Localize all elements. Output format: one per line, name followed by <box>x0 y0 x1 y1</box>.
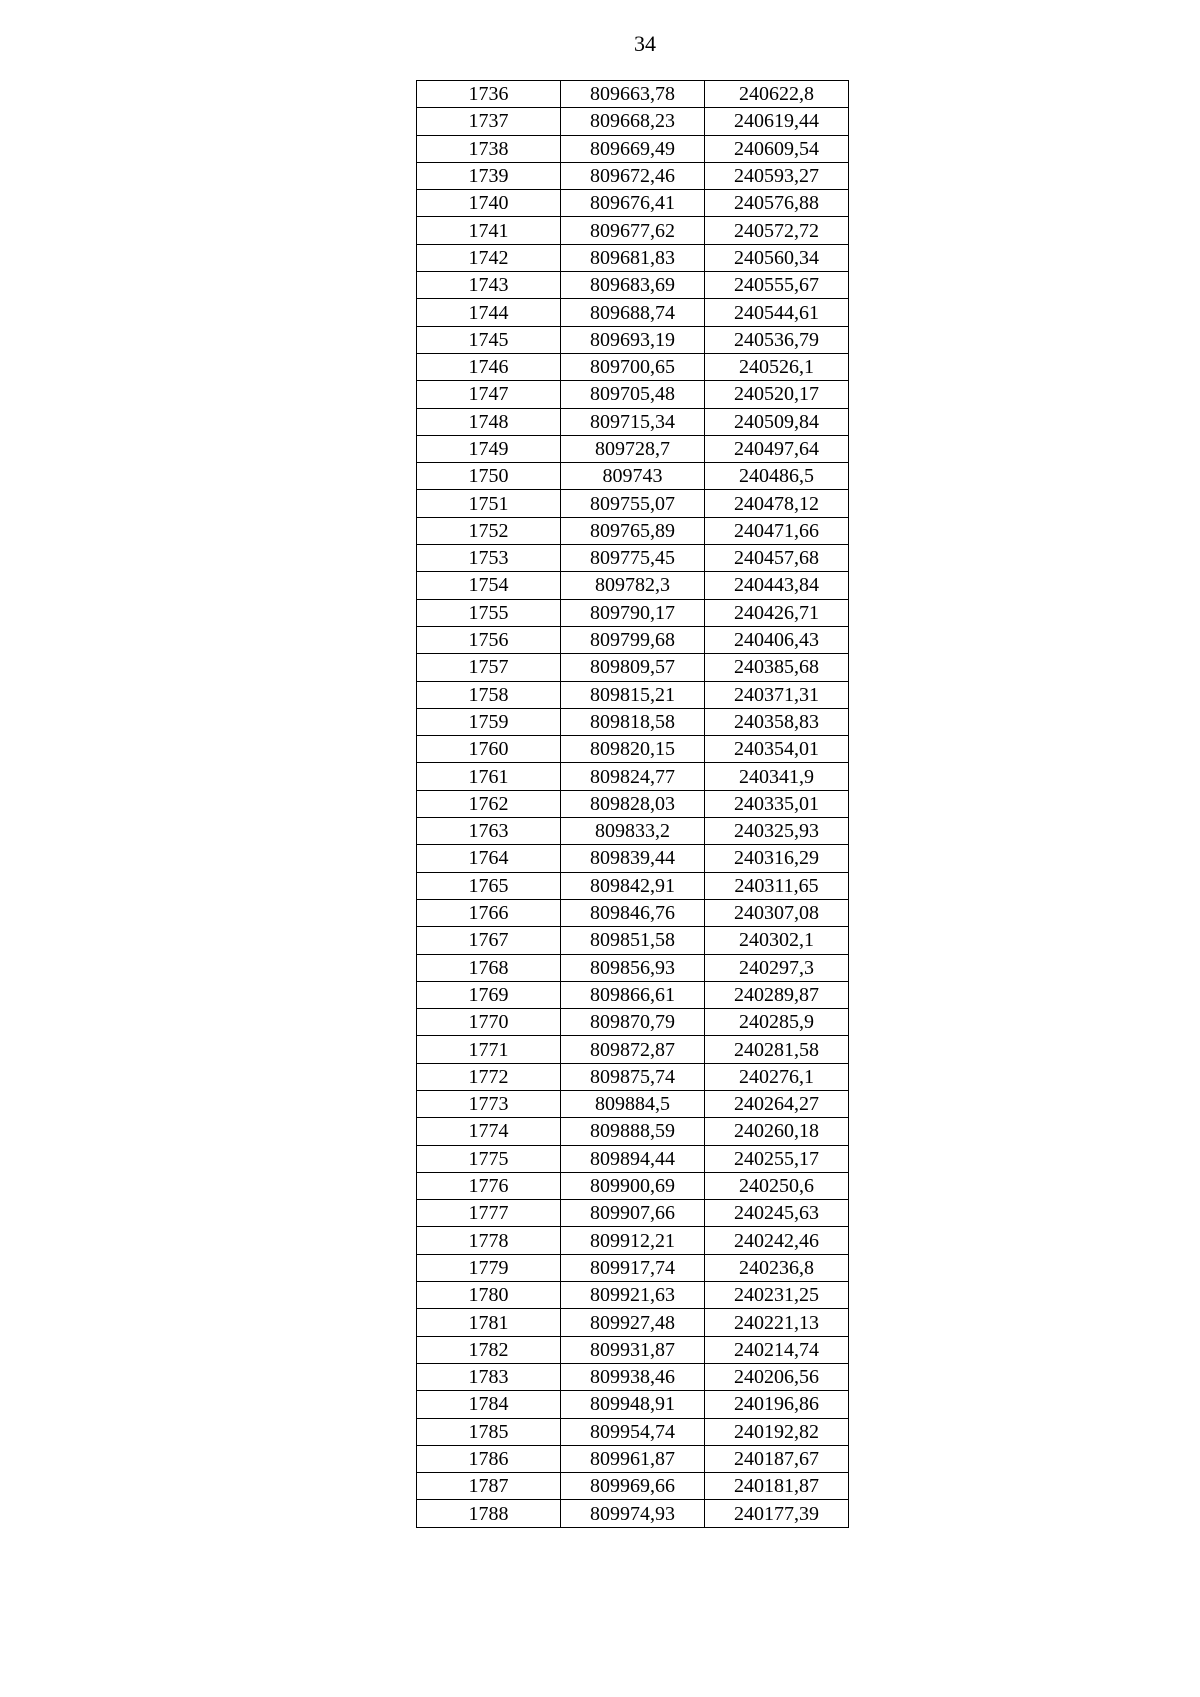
x-coordinate-cell: 809820,15 <box>561 736 705 763</box>
y-coordinate-cell: 240255,17 <box>705 1145 849 1172</box>
x-coordinate-cell: 809700,65 <box>561 353 705 380</box>
y-coordinate-cell: 240526,1 <box>705 353 849 380</box>
x-coordinate-cell: 809888,59 <box>561 1118 705 1145</box>
point-number-cell: 1752 <box>417 517 561 544</box>
point-number-cell: 1777 <box>417 1200 561 1227</box>
y-coordinate-cell: 240192,82 <box>705 1418 849 1445</box>
y-coordinate-cell: 240187,67 <box>705 1445 849 1472</box>
table-row <box>417 435 849 462</box>
y-coordinate-cell: 240276,1 <box>705 1063 849 1090</box>
y-coordinate-cell: 240478,12 <box>705 490 849 517</box>
table-row <box>417 1254 849 1281</box>
x-coordinate-cell: 809884,5 <box>561 1090 705 1117</box>
table-row <box>417 1009 849 1036</box>
table-row <box>417 381 849 408</box>
point-number-cell: 1787 <box>417 1473 561 1500</box>
point-number-cell: 1737 <box>417 108 561 135</box>
table-row <box>417 708 849 735</box>
y-coordinate-cell: 240325,93 <box>705 818 849 845</box>
table-row <box>417 981 849 1008</box>
point-number-cell: 1747 <box>417 381 561 408</box>
point-number-cell: 1773 <box>417 1090 561 1117</box>
coordinates-table-body <box>417 81 849 1528</box>
x-coordinate-cell: 809974,93 <box>561 1500 705 1527</box>
table-row <box>417 1391 849 1418</box>
table-row <box>417 1282 849 1309</box>
x-coordinate-cell: 809743 <box>561 463 705 490</box>
point-number-cell: 1738 <box>417 135 561 162</box>
x-coordinate-cell: 809856,93 <box>561 954 705 981</box>
point-number-cell: 1764 <box>417 845 561 872</box>
coordinates-table <box>416 80 849 1528</box>
y-coordinate-cell: 240471,66 <box>705 517 849 544</box>
y-coordinate-cell: 240264,27 <box>705 1090 849 1117</box>
x-coordinate-cell: 809765,89 <box>561 517 705 544</box>
x-coordinate-cell: 809907,66 <box>561 1200 705 1227</box>
table-row <box>417 654 849 681</box>
point-number-cell: 1774 <box>417 1118 561 1145</box>
y-coordinate-cell: 240231,25 <box>705 1282 849 1309</box>
table-row <box>417 818 849 845</box>
y-coordinate-cell: 240486,5 <box>705 463 849 490</box>
y-coordinate-cell: 240509,84 <box>705 408 849 435</box>
table-row <box>417 1118 849 1145</box>
x-coordinate-cell: 809809,57 <box>561 654 705 681</box>
y-coordinate-cell: 240289,87 <box>705 981 849 1008</box>
y-coordinate-cell: 240181,87 <box>705 1473 849 1500</box>
point-number-cell: 1753 <box>417 545 561 572</box>
x-coordinate-cell: 809668,23 <box>561 108 705 135</box>
table-row <box>417 1063 849 1090</box>
y-coordinate-cell: 240406,43 <box>705 626 849 653</box>
point-number-cell: 1743 <box>417 272 561 299</box>
x-coordinate-cell: 809775,45 <box>561 545 705 572</box>
point-number-cell: 1739 <box>417 162 561 189</box>
table-row <box>417 1309 849 1336</box>
y-coordinate-cell: 240544,61 <box>705 299 849 326</box>
x-coordinate-cell: 809669,49 <box>561 135 705 162</box>
table-row <box>417 736 849 763</box>
point-number-cell: 1740 <box>417 190 561 217</box>
x-coordinate-cell: 809894,44 <box>561 1145 705 1172</box>
point-number-cell: 1758 <box>417 681 561 708</box>
point-number-cell: 1786 <box>417 1445 561 1472</box>
table-row <box>417 135 849 162</box>
y-coordinate-cell: 240297,3 <box>705 954 849 981</box>
y-coordinate-cell: 240497,64 <box>705 435 849 462</box>
point-number-cell: 1766 <box>417 899 561 926</box>
y-coordinate-cell: 240385,68 <box>705 654 849 681</box>
y-coordinate-cell: 240536,79 <box>705 326 849 353</box>
table-row <box>417 108 849 135</box>
x-coordinate-cell: 809676,41 <box>561 190 705 217</box>
x-coordinate-cell: 809866,61 <box>561 981 705 1008</box>
table-row <box>417 1445 849 1472</box>
point-number-cell: 1767 <box>417 927 561 954</box>
y-coordinate-cell: 240335,01 <box>705 790 849 817</box>
y-coordinate-cell: 240555,67 <box>705 272 849 299</box>
x-coordinate-cell: 809728,7 <box>561 435 705 462</box>
point-number-cell: 1751 <box>417 490 561 517</box>
y-coordinate-cell: 240196,86 <box>705 1391 849 1418</box>
x-coordinate-cell: 809948,91 <box>561 1391 705 1418</box>
table-row <box>417 845 849 872</box>
table-row <box>417 244 849 271</box>
point-number-cell: 1781 <box>417 1309 561 1336</box>
point-number-cell: 1788 <box>417 1500 561 1527</box>
table-row <box>417 353 849 380</box>
x-coordinate-cell: 809961,87 <box>561 1445 705 1472</box>
x-coordinate-cell: 809833,2 <box>561 818 705 845</box>
y-coordinate-cell: 240214,74 <box>705 1336 849 1363</box>
point-number-cell: 1779 <box>417 1254 561 1281</box>
point-number-cell: 1748 <box>417 408 561 435</box>
x-coordinate-cell: 809872,87 <box>561 1036 705 1063</box>
y-coordinate-cell: 240619,44 <box>705 108 849 135</box>
x-coordinate-cell: 809663,78 <box>561 81 705 108</box>
x-coordinate-cell: 809842,91 <box>561 872 705 899</box>
point-number-cell: 1757 <box>417 654 561 681</box>
point-number-cell: 1768 <box>417 954 561 981</box>
table-row <box>417 217 849 244</box>
point-number-cell: 1756 <box>417 626 561 653</box>
point-number-cell: 1782 <box>417 1336 561 1363</box>
point-number-cell: 1746 <box>417 353 561 380</box>
point-number-cell: 1741 <box>417 217 561 244</box>
y-coordinate-cell: 240426,71 <box>705 599 849 626</box>
x-coordinate-cell: 809790,17 <box>561 599 705 626</box>
y-coordinate-cell: 240311,65 <box>705 872 849 899</box>
x-coordinate-cell: 809921,63 <box>561 1282 705 1309</box>
y-coordinate-cell: 240245,63 <box>705 1200 849 1227</box>
table-row <box>417 599 849 626</box>
point-number-cell: 1745 <box>417 326 561 353</box>
point-number-cell: 1760 <box>417 736 561 763</box>
x-coordinate-cell: 809683,69 <box>561 272 705 299</box>
table-row <box>417 872 849 899</box>
x-coordinate-cell: 809969,66 <box>561 1473 705 1500</box>
point-number-cell: 1780 <box>417 1282 561 1309</box>
point-number-cell: 1761 <box>417 763 561 790</box>
point-number-cell: 1769 <box>417 981 561 1008</box>
table-row <box>417 326 849 353</box>
y-coordinate-cell: 240560,34 <box>705 244 849 271</box>
y-coordinate-cell: 240572,72 <box>705 217 849 244</box>
table-row <box>417 899 849 926</box>
table-row <box>417 1363 849 1390</box>
x-coordinate-cell: 809824,77 <box>561 763 705 790</box>
x-coordinate-cell: 809677,62 <box>561 217 705 244</box>
x-coordinate-cell: 809927,48 <box>561 1309 705 1336</box>
x-coordinate-cell: 809875,74 <box>561 1063 705 1090</box>
y-coordinate-cell: 240443,84 <box>705 572 849 599</box>
y-coordinate-cell: 240457,68 <box>705 545 849 572</box>
table-row <box>417 1473 849 1500</box>
x-coordinate-cell: 809705,48 <box>561 381 705 408</box>
table-row <box>417 517 849 544</box>
x-coordinate-cell: 809715,34 <box>561 408 705 435</box>
y-coordinate-cell: 240358,83 <box>705 708 849 735</box>
y-coordinate-cell: 240242,46 <box>705 1227 849 1254</box>
point-number-cell: 1771 <box>417 1036 561 1063</box>
table-row <box>417 272 849 299</box>
table-row <box>417 408 849 435</box>
table-row <box>417 81 849 108</box>
table-row <box>417 572 849 599</box>
table-row <box>417 954 849 981</box>
y-coordinate-cell: 240236,8 <box>705 1254 849 1281</box>
x-coordinate-cell: 809917,74 <box>561 1254 705 1281</box>
y-coordinate-cell: 240576,88 <box>705 190 849 217</box>
table-row <box>417 1200 849 1227</box>
point-number-cell: 1763 <box>417 818 561 845</box>
page-number: 34 <box>634 31 656 56</box>
y-coordinate-cell: 240206,56 <box>705 1363 849 1390</box>
table-row <box>417 1145 849 1172</box>
x-coordinate-cell: 809954,74 <box>561 1418 705 1445</box>
y-coordinate-cell: 240221,13 <box>705 1309 849 1336</box>
table-row <box>417 790 849 817</box>
table-row <box>417 1500 849 1527</box>
x-coordinate-cell: 809799,68 <box>561 626 705 653</box>
table-row <box>417 299 849 326</box>
point-number-cell: 1783 <box>417 1363 561 1390</box>
point-number-cell: 1772 <box>417 1063 561 1090</box>
point-number-cell: 1765 <box>417 872 561 899</box>
point-number-cell: 1784 <box>417 1391 561 1418</box>
y-coordinate-cell: 240285,9 <box>705 1009 849 1036</box>
y-coordinate-cell: 240371,31 <box>705 681 849 708</box>
x-coordinate-cell: 809846,76 <box>561 899 705 926</box>
table-row <box>417 681 849 708</box>
point-number-cell: 1759 <box>417 708 561 735</box>
x-coordinate-cell: 809828,03 <box>561 790 705 817</box>
x-coordinate-cell: 809938,46 <box>561 1363 705 1390</box>
x-coordinate-cell: 809851,58 <box>561 927 705 954</box>
table-row <box>417 1090 849 1117</box>
x-coordinate-cell: 809755,07 <box>561 490 705 517</box>
table-row <box>417 1036 849 1063</box>
x-coordinate-cell: 809688,74 <box>561 299 705 326</box>
y-coordinate-cell: 240177,39 <box>705 1500 849 1527</box>
point-number-cell: 1744 <box>417 299 561 326</box>
x-coordinate-cell: 809672,46 <box>561 162 705 189</box>
y-coordinate-cell: 240302,1 <box>705 927 849 954</box>
y-coordinate-cell: 240609,54 <box>705 135 849 162</box>
x-coordinate-cell: 809870,79 <box>561 1009 705 1036</box>
table-row <box>417 490 849 517</box>
x-coordinate-cell: 809782,3 <box>561 572 705 599</box>
x-coordinate-cell: 809839,44 <box>561 845 705 872</box>
point-number-cell: 1776 <box>417 1172 561 1199</box>
table-row <box>417 1418 849 1445</box>
table-row <box>417 927 849 954</box>
x-coordinate-cell: 809693,19 <box>561 326 705 353</box>
point-number-cell: 1755 <box>417 599 561 626</box>
x-coordinate-cell: 809818,58 <box>561 708 705 735</box>
y-coordinate-cell: 240622,8 <box>705 81 849 108</box>
point-number-cell: 1762 <box>417 790 561 817</box>
y-coordinate-cell: 240593,27 <box>705 162 849 189</box>
point-number-cell: 1749 <box>417 435 561 462</box>
y-coordinate-cell: 240250,6 <box>705 1172 849 1199</box>
point-number-cell: 1754 <box>417 572 561 599</box>
x-coordinate-cell: 809681,83 <box>561 244 705 271</box>
x-coordinate-cell: 809912,21 <box>561 1227 705 1254</box>
y-coordinate-cell: 240281,58 <box>705 1036 849 1063</box>
y-coordinate-cell: 240354,01 <box>705 736 849 763</box>
y-coordinate-cell: 240260,18 <box>705 1118 849 1145</box>
table-row <box>417 763 849 790</box>
y-coordinate-cell: 240307,08 <box>705 899 849 926</box>
point-number-cell: 1742 <box>417 244 561 271</box>
point-number-cell: 1750 <box>417 463 561 490</box>
x-coordinate-cell: 809900,69 <box>561 1172 705 1199</box>
point-number-cell: 1736 <box>417 81 561 108</box>
point-number-cell: 1778 <box>417 1227 561 1254</box>
x-coordinate-cell: 809815,21 <box>561 681 705 708</box>
table-row <box>417 463 849 490</box>
table-row <box>417 1336 849 1363</box>
y-coordinate-cell: 240316,29 <box>705 845 849 872</box>
x-coordinate-cell: 809931,87 <box>561 1336 705 1363</box>
y-coordinate-cell: 240341,9 <box>705 763 849 790</box>
table-row <box>417 626 849 653</box>
table-row <box>417 162 849 189</box>
y-coordinate-cell: 240520,17 <box>705 381 849 408</box>
table-row <box>417 190 849 217</box>
point-number-cell: 1775 <box>417 1145 561 1172</box>
point-number-cell: 1785 <box>417 1418 561 1445</box>
table-row <box>417 1172 849 1199</box>
table-row <box>417 1227 849 1254</box>
point-number-cell: 1770 <box>417 1009 561 1036</box>
table-row <box>417 545 849 572</box>
